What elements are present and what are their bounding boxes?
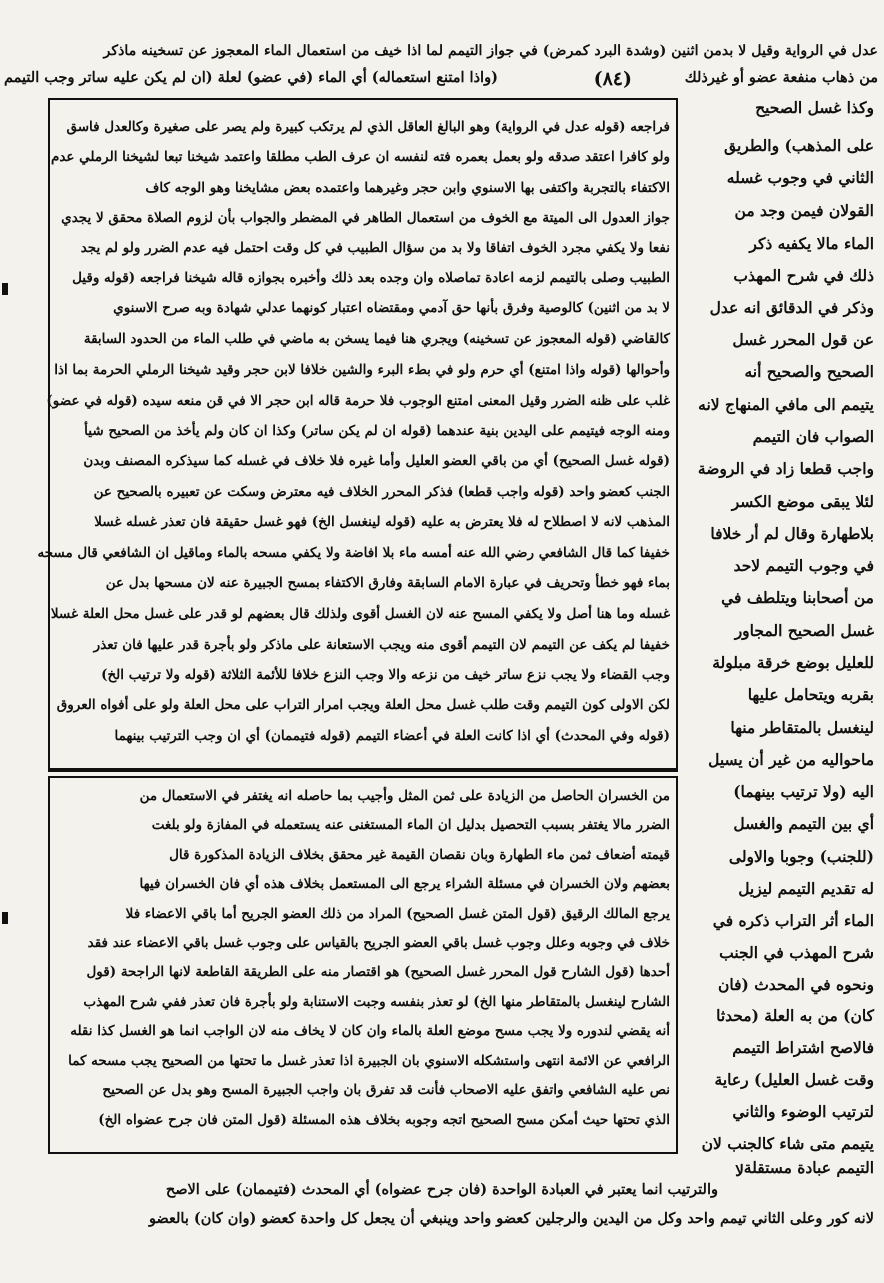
upper-line: خفيفا لم يكف عن التيمم لان التيمم أقوى منه ويجب الاستعانة على ماذكر ولو بأجرة قدر عليها فان تعذر	[93, 637, 670, 653]
upper-line: لا بد من اثنين) كالوصية وفرق بأنها حق آدمي ومقتضاه اعتبار كونهما عدلي شهادة وبه صرح الاسنوي	[113, 300, 670, 316]
margin-line: أي بين التيمم والغسل	[733, 814, 874, 833]
margin-line: في وجوب التيمم لاحد	[733, 556, 874, 575]
lower-line: خلاف في وجوبه وعلل وجوب غسل باقي العضو الجريح بالقياس على وجوب غسل باقي الاعضاء عند فقد	[87, 935, 670, 951]
header-line-2a: من ذهاب منفعة عضو أو غيرذلك	[684, 69, 878, 86]
upper-line: الاكتفاء بالتجربة واكتفى بها الاسنوي وابن حجر وغيرهما واعتمده بعض مشايخنا وهو الوجه كاف	[145, 180, 670, 196]
upper-line: (قوله غسل الصحيح) أي من باقي العضو العليل وأما غيره فلا خلاف في غسله كما سيذكره المصنف وبدن	[83, 453, 670, 469]
lower-line: أحدها (قول الشارح قول المحرر غسل الصحيح) هو اقتصار منه على الطريقة القاطعة لانها الراجحة (قول	[86, 964, 670, 980]
lower-line: بعضهم ولان الخسران في مسئلة الشراء يرجع الى المستعمل بخلاف هذه أي فان الخسران فيها	[139, 876, 670, 892]
margin-line: الصواب فان التيمم	[752, 427, 874, 446]
upper-line: غسله وما هنا أصل ولا يكفي المسح عنه لان الغسل أقوى ولذلك قال بعضهم لو قدر على غسل محل العلة غسلا	[50, 606, 670, 622]
upper-line: غلب على ظنه الضرر وقيل المعنى امتنع الوجوب فلا حرمة قاله ابن حجر الا في قن منعه سيده (قوله في عضو)	[46, 393, 670, 409]
margin-line: (للجنب) وجوبا والاولى	[728, 847, 874, 866]
binding-mark	[2, 912, 8, 924]
margin-line: ونحوه في المحدث (فان	[717, 975, 874, 994]
lower-line: أنه يقضي لندوره ولا يجب مسح موضع العلة بالماء وان كان لا يخاف منه لان الواجب انما هو الغسل كذا نقله	[70, 1023, 670, 1039]
margin-line: له تقديم التيمم ليزيل	[738, 879, 874, 898]
margin-line: يتيمم الى مافي المنهاج لانه	[698, 395, 874, 414]
margin-line: بقربه ويتحامل عليها	[747, 685, 874, 704]
header-line-2b: (واذا امتنع استعماله) أي الماء (في عضو) لعلة (ان لم يكن عليه ساتر وجب التيمم	[4, 69, 498, 86]
lower-line: من الخسران الحاصل من الزيادة على ثمن المثل وأجيب بما حاصله انه يغتفر في الاستعمال من	[139, 788, 670, 804]
upper-line: بماء فهو خطأ وتحريف في عبارة الامام السابقة وفارق الاكتفاء بمسح الجبيرة عنه لان مسحها بدل عن	[105, 575, 670, 591]
upper-line: ومنه الوجه فيتيمم على اليدين بنية عندهما (قوله ان لم يكن ساتر) وكذا ان كان ولم يأخذ من الصحيح شيأ	[84, 423, 670, 439]
upper-line: (قوله وفي المحدث) أي اذا كانت العلة في أعضاء التيمم (قوله فتيممان) أي ان وجب الترتيب بينهما	[114, 728, 670, 744]
upper-line: ولو كافرا اعتقد صدقه ولو بعمل بعمره فته لنفسه ان عرف الطب مطلقا واعتمد شيخنا تبعا لشيخنا الرملي عدم	[50, 149, 670, 165]
margin-line: وكذا غسل الصحيح	[755, 98, 874, 117]
margin-line: لئلا يبقى موضع الكسر	[731, 492, 874, 511]
margin-line: ماحواليه من غير أن يسيل	[708, 750, 874, 769]
binding-mark	[2, 283, 8, 295]
lower-line: يرجع المالك الرقيق (قول المتن غسل الصحيح) المراد من ذلك العضو الجريح أما باقي الاعضاء فلا	[125, 906, 670, 922]
upper-line: خفيفا كما قال الشافعي رضي الله عنه أمسه ماء بلا افاضة ولا يكفي مسحه بالماء وماقيل ان الشافعي قال مسحه	[37, 545, 670, 561]
margin-line: وقت غسل العليل) رعاية	[714, 1070, 874, 1089]
margin-line: على المذهب) والطريق	[724, 136, 874, 155]
margin-line: غسل الصحيح المجاور	[734, 621, 874, 640]
lower-line: نص عليه الشافعي واتفق عليه الاصحاب فأنت قد تفرق بان واجب الجبيرة المسح وهو بدل عن الصحيح	[102, 1082, 670, 1098]
lower-line: الرافعي عن الائمة انتهى واستشكله الاسنوي بان الجبيرة اذا تعذر غسل ما تحتها من الصحيح يجب مسحه كما	[68, 1053, 670, 1069]
margin-line: الصحيح والصحيح أنه	[744, 362, 874, 381]
margin-line: كان) من به العلة (محدثا	[716, 1006, 874, 1025]
upper-line: المذهب لانه لا اصطلاح له فلا يعترض به عليه (قوله لينغسل الخ) فهو غسل حقيقة فان تعذر غسله غسلا	[94, 514, 670, 530]
margin-line: لترتيب الوضوء والثاني	[732, 1102, 874, 1121]
margin-line: الماء مالا يكفيه ذكر	[749, 234, 874, 253]
margin-line: الثاني في وجوب غسله	[726, 168, 874, 187]
upper-line: كالقاضي (قوله المعجوز عن تسخينه) ويجري هنا فيما يسخن به ماضي في طلب الماء من الحدود السابقة	[83, 331, 670, 347]
section-separator	[48, 770, 678, 772]
margin-line: شرح المهذب في الجنب	[719, 943, 874, 962]
margin-line: فالاصح اشتراط التيمم	[732, 1038, 874, 1057]
margin-line: ذلك في شرح المهذب	[733, 266, 874, 285]
margin-line: بلاطهارة وقال لم أر خلافا	[710, 524, 874, 543]
margin-line: وذكر في الدقائق انه عدل	[709, 298, 874, 317]
upper-line: فراجعه (قوله عدل في الرواية) وهو البالغ العاقل الذي لم يرتكب كبيرة ولم يصر على صغيرة وكالعدل فاسق	[66, 119, 670, 135]
margin-line: التيمم عبادة مستقلة	[743, 1158, 874, 1177]
upper-line: جواز العدول الى الميتة مع الخوف من استعمال الطاهر في المضطر والجواب بأن لزوم الصلاة محقق لا يجدي	[61, 210, 670, 226]
lower-line: قيمته أضعاف ثمن ماء الطهارة وبان نقصان القيمة غير محقق بخلاف الزيادة المذكورة قال	[169, 847, 670, 863]
margin-line: يتيمم متى شاء كالجنب لان	[701, 1134, 874, 1153]
upper-line: وجب القضاء ولا يجب نزع ساتر خيف من نزعه والا وجب النزع خلافا للأئمة الثلاثة (قوله ولا ترتيب الخ)	[101, 667, 670, 683]
margin-line: عن قول المحرر غسل	[732, 330, 874, 349]
lower-line: الضرر مالا يغتفر بسبب التحصيل بدليل ان الماء المستغنى عنه يستعمله في المفازة ولو بلغت	[151, 817, 670, 833]
footer-catchword: لا	[735, 1161, 744, 1180]
upper-line: لكن الاولى كون التيمم وقت طلب غسل محل العلة ويجب امرار التراب على محل العلة ولو على أفواه العروق	[56, 697, 670, 713]
margin-line: الماء أثر التراب ذكره في	[712, 911, 874, 930]
upper-line: نفعا ولا يكفي مجرد الخوف اتفاقا ولا بد من سؤال الطبيب في كل وقت احتمل فيه عدم الضرر ولو لم يجد	[80, 240, 670, 256]
margin-line: واجب قطعا زاد في الروضة	[697, 459, 874, 478]
lower-line: الشارح لينغسل بالمتقاطر منها الخ) لو تعذر بنفسه وجبت الاستنابة ولو بأجرة فان تعذر ففي شرح المهذب	[83, 994, 670, 1010]
upper-line: وأحوالها (قوله واذا امتنع) أي حرم ولو في بطء البرء والشين خلافا لابن حجر وقيد شيخنا الرملي الحرمة بما اذا	[54, 362, 670, 378]
margin-line: لينغسل بالمتقاطر منها	[730, 718, 874, 737]
margin-line: للعليل بوضع خرقة مبلولة	[712, 653, 874, 672]
margin-line: اليه (ولا ترتيب بينهما)	[733, 782, 874, 801]
lower-line: الذي تحتها حيث أمكن مسح الصحيح اتجه وجوبه بخلاف هذه المسئلة (قول المتن فان جرح عضواه الخ)	[98, 1112, 670, 1128]
footer-line-1: والترتيب انما يعتبر في العبادة الواحدة (فان جرح عضواه) أي المحدث (فتيممان) على الاصح	[165, 1181, 718, 1198]
upper-line: الجنب كعضو واحد (قوله واجب قطعا) فذكر المحرر الخلاف فيه معترض وسكت عن تعبيره بالصحيح عن	[93, 484, 670, 500]
header-line-1: عدل في الرواية وقيل لا بدمن اثنين (وشدة البرد كمرض) في جواز التيمم لما اذا خيف من استعمال الماء المعجوز عن تسخينه ماذكر	[103, 43, 878, 59]
upper-line: الطبيب وصلى بالتيمم لزمه اعادة تماصلاه وان وجده بعد ذلك وأخبره بجوازه قاله شيخنا فراجعه (قوله وقيل	[72, 270, 670, 286]
margin-line: من أصحابنا ويتلطف في	[721, 588, 874, 607]
footer-line-2: لانه كور وعلى الثاني تيمم واحد وكل من اليدين والرجلين كعضو واحد وينبغي أن يجعل كل واحدة كعضو (وان كان) بالعضو	[148, 1210, 874, 1227]
page-number: (٨٤)	[593, 68, 632, 90]
margin-line: القولان فيمن وجد من	[734, 201, 874, 220]
